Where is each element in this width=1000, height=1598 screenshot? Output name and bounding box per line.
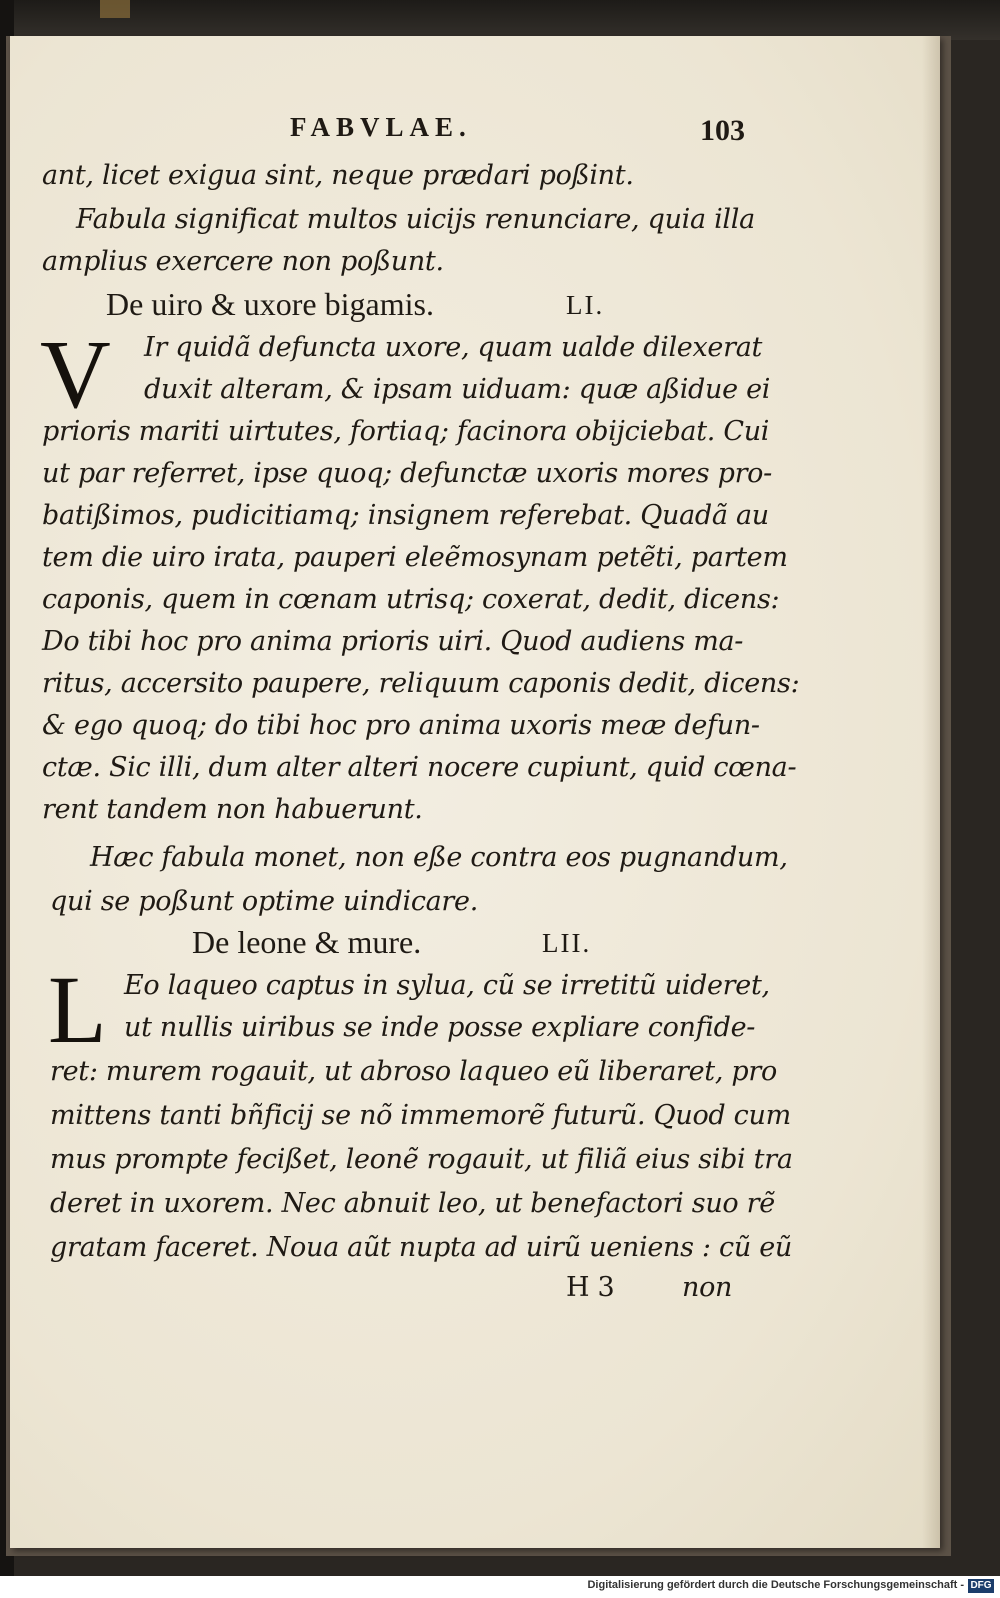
fable-title: De uiro & uxore bigamis. [106,286,434,322]
text-line: ctæ. Sic illi, dum alter alteri nocere cupiunt, quid cœna- [42,752,797,783]
text-line: batißimos, pudicitiamq; insignem referebat. Quadã au [42,500,769,531]
text-line: mittens tanti bñficij se nõ immemorẽ futurũ. Quod cum [50,1100,791,1131]
text-line: Ir quidã defuncta uxore, quam ualde dilexerat [144,332,763,363]
drop-cap-initial: V [40,321,111,429]
text-line: prioris mariti uirtutes, fortiaq; facinora obijciebat. Cui [42,416,770,447]
book-edge-mark [100,0,130,18]
running-head: FABVLAE. [290,112,472,142]
moral-line: Hæc fabula monet, non eße contra eos pugnandum, [90,842,788,873]
dfg-logo: DFG [968,1579,994,1593]
book-page [10,36,940,1548]
text-line: ut nullis uiribus se inde posse expliare confide- [124,1012,756,1043]
moral-line: qui se poßunt optime uindicare. [50,886,479,917]
text-line: mus prompte fecißet, leonẽ rogauit, ut filiã eius sibi tra [50,1144,793,1175]
text-line: ritus, accersito paupere, reliquum caponis dedit, dicens: [42,668,800,699]
folio-number: 103 [700,114,745,147]
fable-title: De leone & mure. [192,924,422,960]
text-line: Eo laqueo captus in sylua, cũ se irretitũ uideret, [124,970,770,1001]
text-line: ut par referret, ipse quoq; defunctæ uxoris mores pro- [42,458,772,489]
text-line: rent tandem non habuerunt. [42,794,423,825]
page-gutter-shade [922,36,940,1548]
footer-bar [0,1576,1000,1598]
drop-cap-initial: L [48,956,107,1063]
text-line: ant, licet exigua sint, neque prædari poßint. [42,160,634,191]
text-line: duxit alteram, & ipsam uiduam: quæ aßidue ei [144,374,771,405]
text-line: gratam faceret. Noua aũt nupta ad uirũ ueniens : cũ eũ [50,1232,792,1263]
fable-number: LII. [542,928,592,958]
text-line: caponis, quem in cœnam utrisq; coxerat, dedit, dicens: [42,584,780,615]
footer-credit: Digitalisierung gefördert durch die Deutsche Forschungsgemeinschaft - [587,1579,964,1591]
signature-mark: H 3 [566,1272,615,1303]
text-line: deret in uxorem. Nec abnuit leo, ut benefactori suo rẽ [50,1188,775,1219]
text-line: tem die uiro irata, pauperi eleẽmosynam petẽti, partem [42,542,788,573]
catchword: non [682,1272,733,1303]
text-line: amplius exercere non poßunt. [42,246,444,277]
scan-background-top [0,0,1000,40]
text-line: Fabula significat multos uicijs renunciare, quia illa [76,204,755,235]
fable-number: LI. [566,290,605,320]
text-line: ret: murem rogauit, ut abroso laqueo eũ liberaret, pro [50,1056,777,1087]
text-line: Do tibi hoc pro anima prioris uiri. Quod audiens ma- [42,626,744,657]
text-line: & ego quoq; do tibi hoc pro anima uxoris meæ defun- [42,710,760,741]
